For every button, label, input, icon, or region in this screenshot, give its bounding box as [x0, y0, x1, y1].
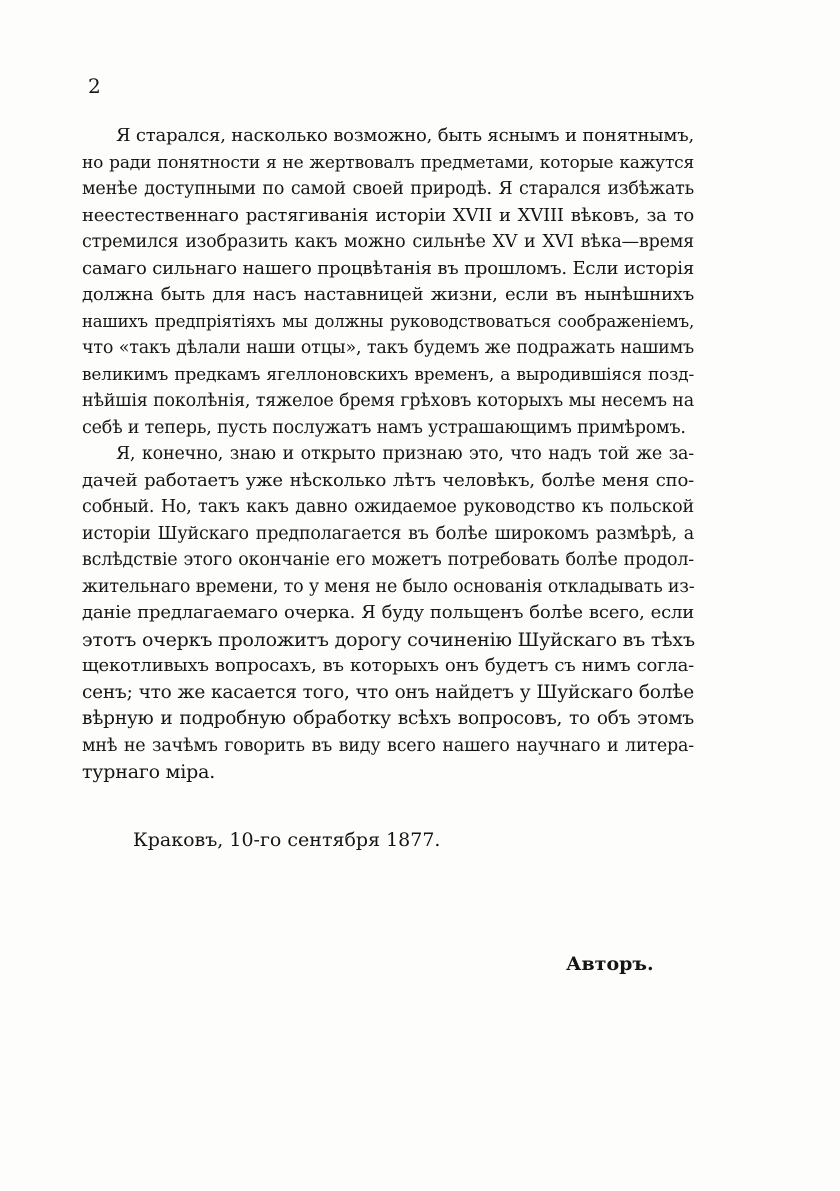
text-line: что «такъ дѣлали наши отцы», такъ будемъ же подражать нашимъ [82, 338, 694, 358]
text-line: себѣ и теперь, пусть послужатъ намъ устрашающимъ примѣромъ. [82, 417, 686, 438]
text-line: даніе предлагаемаго очерка. Я буду польщенъ болѣе всего, если [82, 602, 694, 623]
text-line: должна быть для насъ наставницей жизни, если въ нынѣшнихъ [82, 284, 694, 305]
text-line: менѣе доступными по самой своей природѣ. Я старался избѣжать [82, 179, 694, 199]
text-line: неестественнаго растягиванія исторіи XVII и XVIII вѣковъ, за то [82, 204, 694, 226]
text-line: вслѣдствіе этого окончаніе его можетъ потребовать болѣе продол- [82, 550, 694, 570]
text-line: но ради понятности я не жертвовалъ предметами, которые кажутся [82, 152, 694, 173]
text-line: щекотливыхъ вопросахъ, въ которыхъ онъ будетъ съ нимъ согла- [82, 655, 694, 676]
text-line: самаго сильнаго нашего процвѣтанія въ прошломъ. Если исторія [82, 257, 694, 279]
text-line: жительнаго времени, то у меня не было основанія откладывать из- [82, 576, 695, 597]
text-line: стремился изобразить какъ можно сильнѣе XV и XVI вѣка—время [82, 232, 694, 252]
text-line: турнаго міра. [82, 761, 216, 783]
text-line: Я, конечно, знаю и открыто признаю это, что надъ той же за- [116, 444, 694, 464]
text-line: Я старался, насколько возможно, быть яснымъ и понятнымъ, [116, 125, 694, 146]
text-line: мнѣ не зачѣмъ говорить въ виду всего нашего научнаго и литера- [82, 735, 694, 756]
page-number: 2 [88, 74, 101, 98]
text-line: сенъ; что же касается того, что онъ найдетъ у Шуйскаго болѣе [82, 681, 694, 703]
author-signature: Авторъ. [566, 953, 654, 975]
text-line: собный. Но, такъ какъ давно ожидаемое руководство къ польской [82, 497, 694, 517]
text-line: этотъ очеркъ проложитъ дорогу сочиненію Шуйскаго въ тѣхъ [82, 628, 695, 651]
text-line: исторіи Шуйскаго предполагается въ болѣе широкомъ размѣрѣ, а [82, 523, 694, 544]
text-line: нѣйшія поколѣнія, тяжелое бремя грѣховъ которыхъ мы несемъ на [82, 391, 694, 411]
text-line: нашихъ предпріятіяхъ мы должны руководствоваться соображеніемъ, [82, 311, 694, 331]
text-line: великимъ предкамъ ягеллоновскихъ временъ, а выродившіяся позд- [82, 364, 694, 385]
date-line: Краковъ, 10-го сентября 1877. [133, 829, 441, 851]
text-line: дачей работаетъ уже нѣсколько лѣтъ человѣкъ, болѣе меня спо- [82, 469, 694, 491]
text-line: вѣрную и подробную обработку всѣхъ вопросовъ, то объ этомъ [82, 708, 694, 729]
